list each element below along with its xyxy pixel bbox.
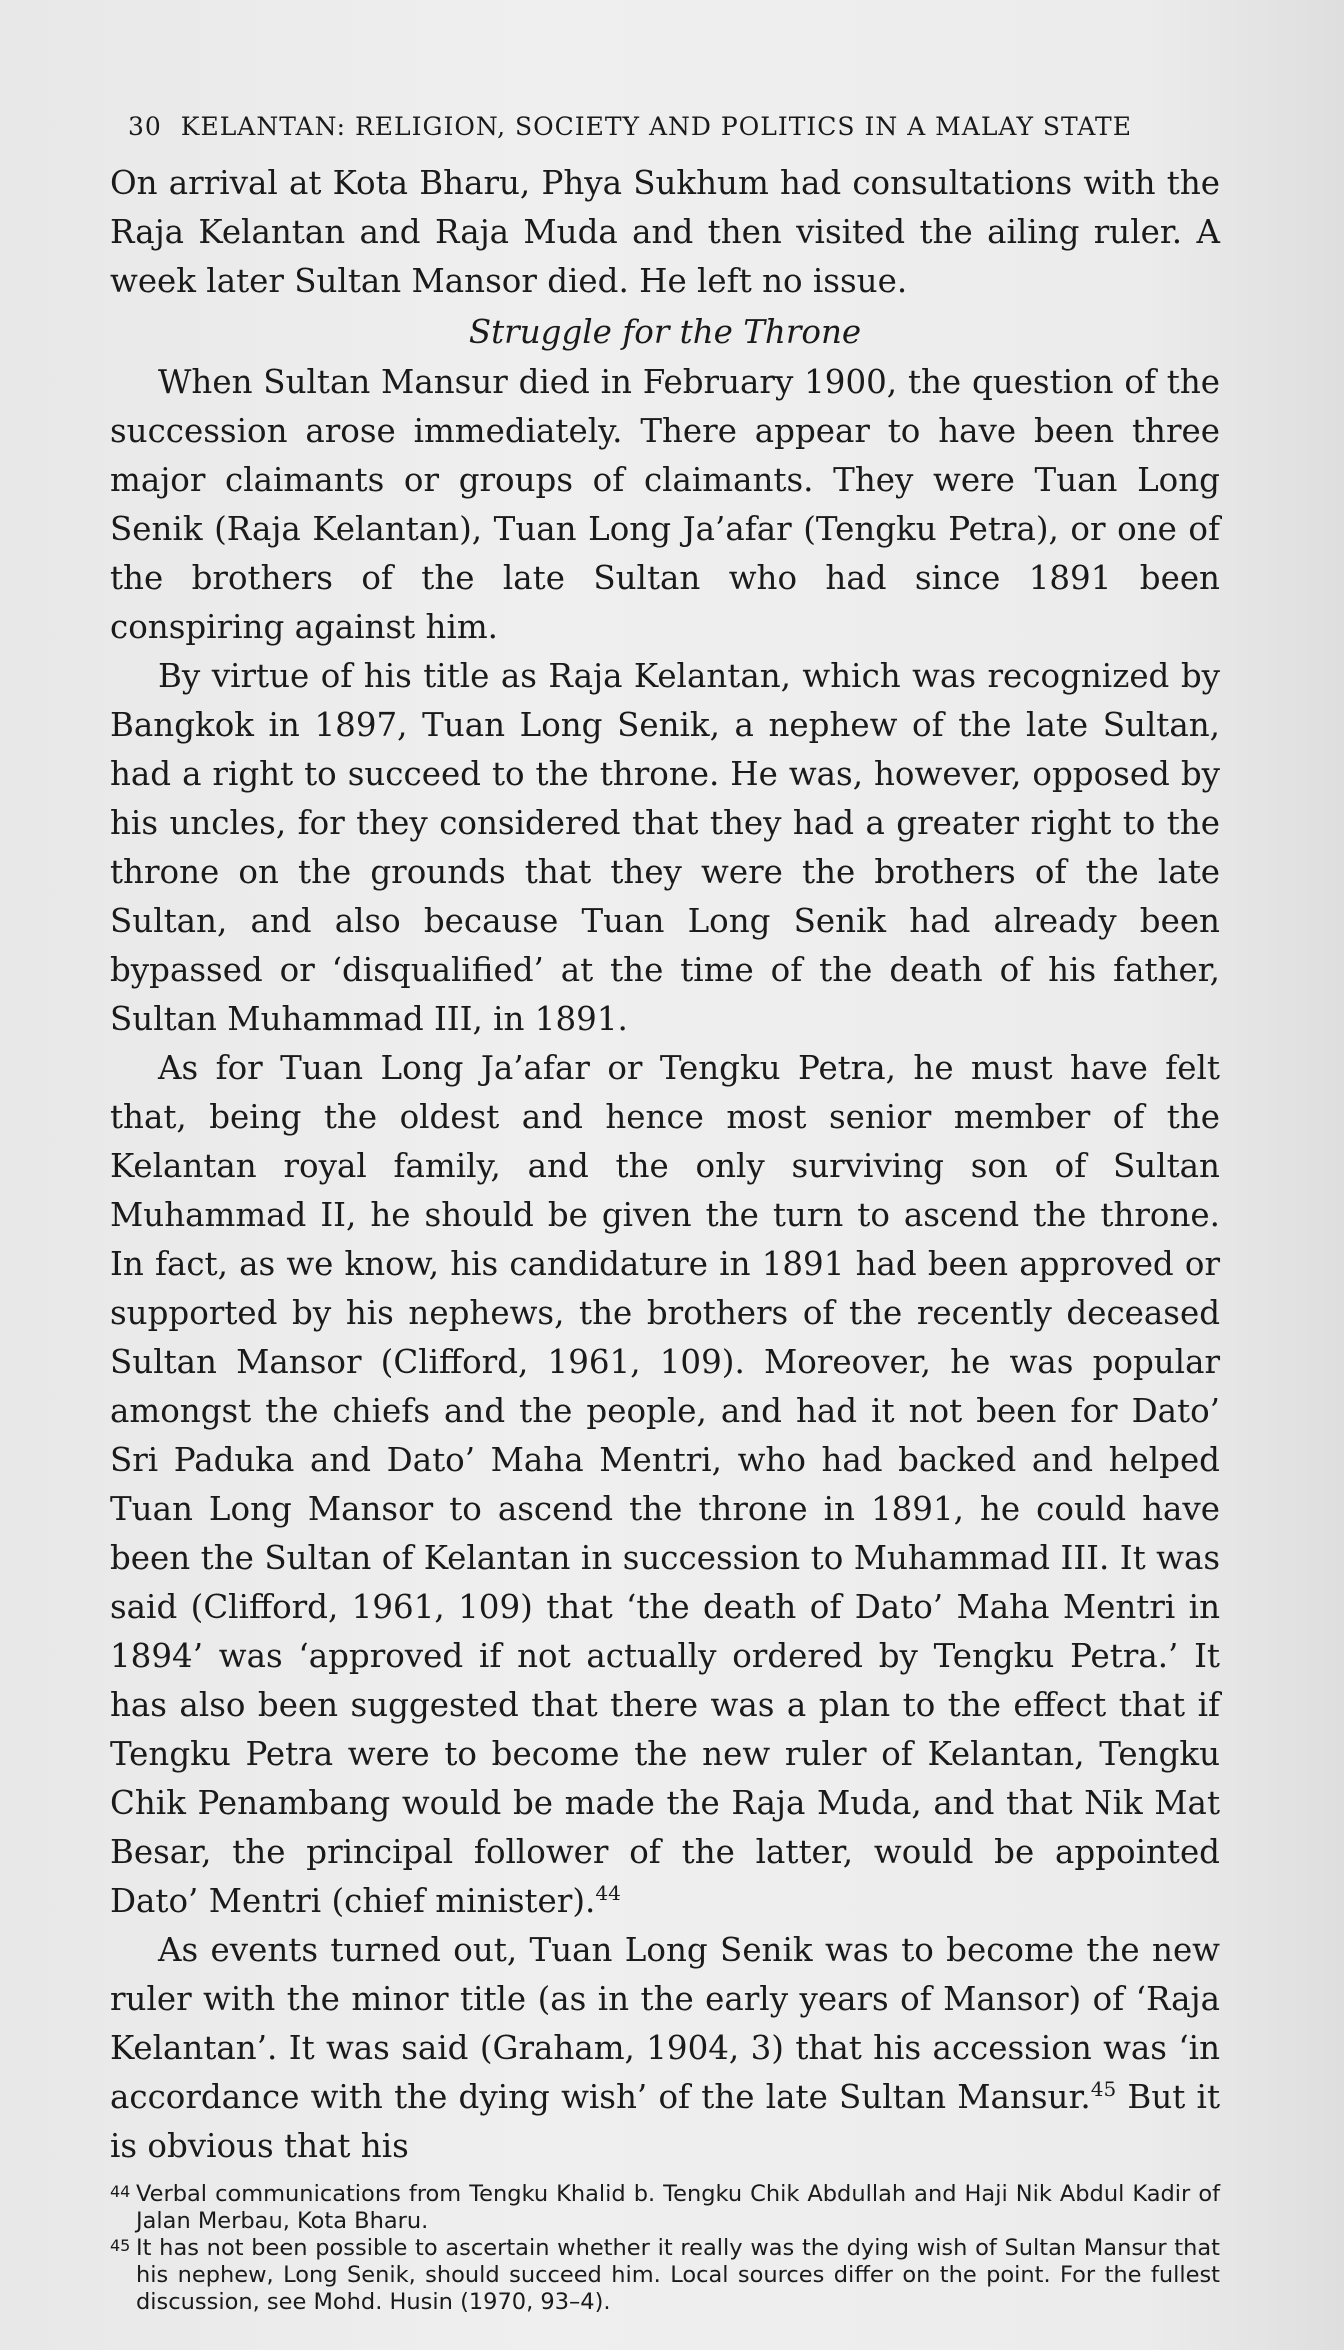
footnote-ref-45[interactable]: 45 xyxy=(1090,2077,1117,2102)
footnote-44 xyxy=(110,2181,1220,2235)
paragraph-3 xyxy=(110,1044,1220,1926)
intro-paragraph: On arrival at Kota Bharu, Phya Sukhum had consultations with the Raja Kelantan and Raja Muda and then visited the ailing ruler. A week later Sultan Mansor died. He left no issue. xyxy=(110,164,1220,300)
footnote-number: 45 xyxy=(110,2236,131,2255)
paragraph-4-text: As events turned out, Tuan Long Senik was to become the new ruler with the minor title (as in the early years of Mansor) of ‘Raja Kelantan’. It was said (Graham, 1904, 3) that his accession was ‘in accordance with the dying wish’ of the late Sultan Mansur. xyxy=(110,1931,1220,2116)
footnote-text: It has not been possible to ascertain whether it really was the dying wish of Sultan Mansur that his nephew, Long Senik, should succeed him. Local sources differ on the point. For the fullest discussion, see Mohd. Husin (1970, 93–4). xyxy=(136,2235,1220,2315)
paragraph-1: When Sultan Mansur died in February 1900, the question of the succession arose immediately. There appear to have been three major claimants or groups of claimants. They were Tuan Long Senik (Raja Kelantan), Tuan Long Ja’afar (Tengku Petra), or one of the brothers of the late Sultan who had since 1891 been conspiring against him. xyxy=(110,363,1220,646)
footnote-ref-44[interactable]: 44 xyxy=(595,1881,621,1906)
footnote-45 xyxy=(110,2235,1220,2316)
paragraph-4-tail: But it is obvious that his xyxy=(110,2078,1220,2165)
section-heading: Struggle for the Throne xyxy=(468,313,862,351)
footnote-number: 44 xyxy=(110,2182,131,2201)
running-head-title: KELANTAN: RELIGION, SOCIETY AND POLITICS IN A MALAY STATE xyxy=(180,112,1132,141)
paragraph-2: By virtue of his title as Raja Kelantan, which was recognized by Bangkok in 1897, Tuan Long Senik, a nephew of the late Sultan, had a right to succeed to the throne. He was, however, opposed by his uncles, for they considered that they had a greater right to the throne on the grounds that they were the brothers of the late Sultan, and also because Tuan Long Senik had already been bypassed or ‘disqualified’ at the time of the death of his father, Sultan Muhammad III, in 1891. xyxy=(110,657,1220,1038)
page-number: 30 xyxy=(128,112,162,141)
footnote-text: Verbal communications from Tengku Khalid b. Tengku Chik Abdullah and Haji Nik Abdul Kadir of Jalan Merbau, Kota Bharu. xyxy=(136,2181,1220,2234)
footnotes xyxy=(110,2181,1220,2316)
paragraph-3-text: As for Tuan Long Ja’afar or Tengku Petra, he must have felt that, being the oldest and hence most senior member of the Kelantan royal family, and the only surviving son of Sultan Muhammad II, he should be given the turn to ascend the throne. In fact, as we know, his candidature in 1891 had been approved or supported by his nephews, the brothers of the recently deceased Sultan Mansor (Clifford, 1961, 109). Moreover, he was popular amongst the chiefs and the people, and had it not been for Dato’ Sri Paduka and Dato’ Maha Mentri, who had backed and helped Tuan Long Mansor to ascend the throne in 1891, he could have been the Sultan of Kelantan in succession to Muhammad III. It was said (Clifford, 1961, 109) that ‘the death of Dato’ Maha Mentri in 1894’ was ‘approved if not actually ordered by Tengku Petra.’ It has also been suggested that there was a plan to the effect that if Tengku Petra were to become the new ruler of Kelantan, Tengku Chik Penambang would be made the Raja Muda, and that Nik Mat Besar, the principal follower of the latter, would be appointed Dato’ Mentri (chief minister). xyxy=(110,1049,1220,1920)
running-head xyxy=(128,105,1220,149)
paragraph-4 xyxy=(110,1926,1220,2171)
page-content xyxy=(110,105,1220,2316)
